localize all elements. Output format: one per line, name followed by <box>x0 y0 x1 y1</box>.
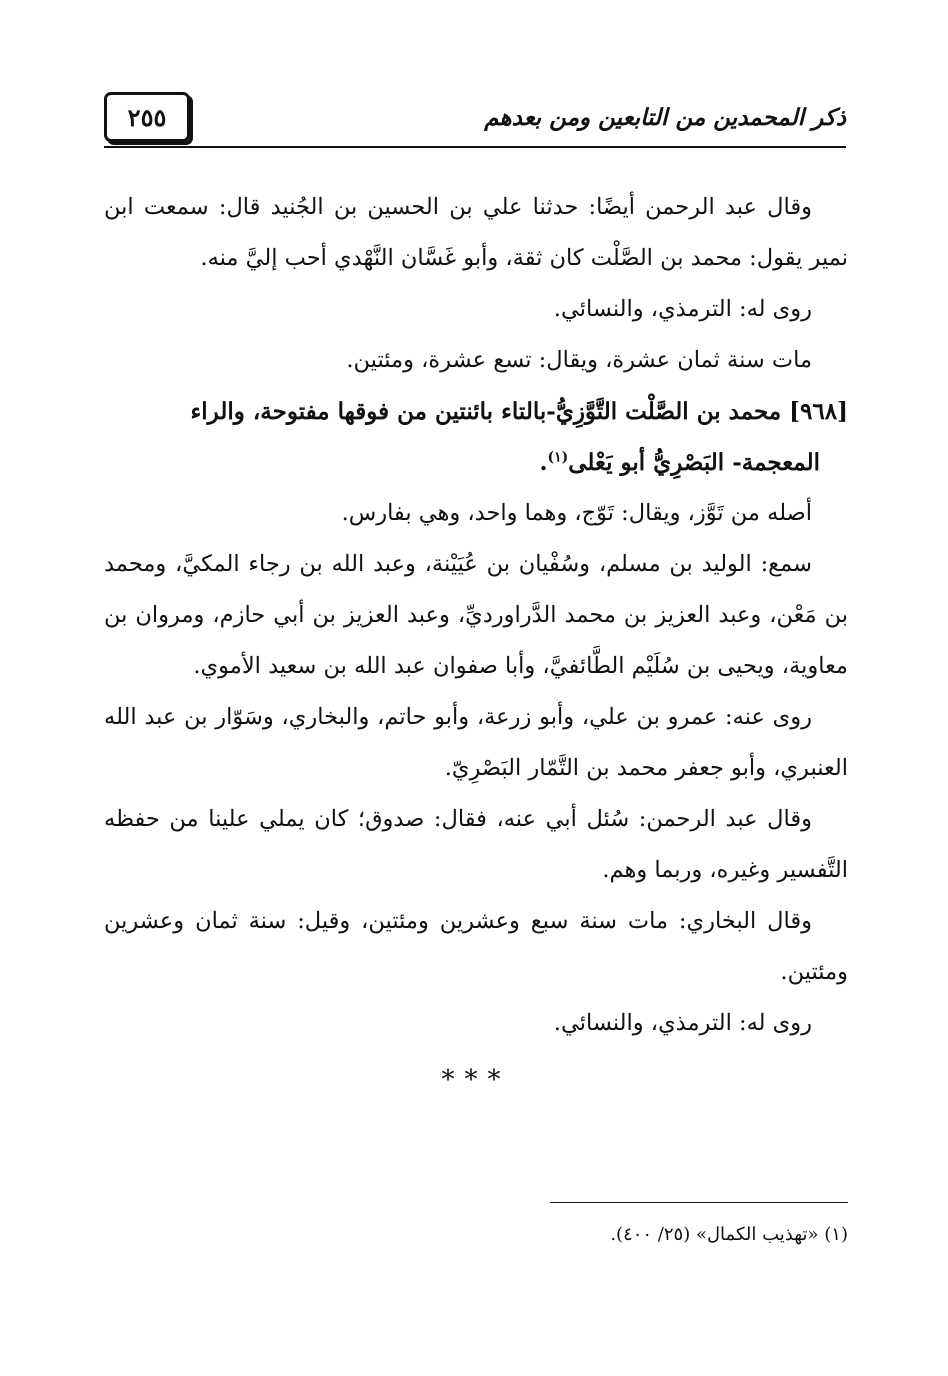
footnote-divider <box>550 1202 848 1203</box>
entry-heading-line1: [٩٦٨] محمد بن الصَّلْت التَّوَّزِيُّ-بالتاء بائنتين من فوقها مفتوحة، والراء <box>190 398 848 425</box>
entry-heading-end: . <box>539 449 548 476</box>
header-divider <box>104 146 846 148</box>
paragraph: روى له: الترمذي، والنسائي. <box>553 1010 812 1036</box>
paragraph: وقال عبد الرحمن أيضًا: حدثنا علي بن الحسين بن الجُنيد قال: سمعت ابن نمير يقول: محمد بن الصَّلْت كان ثقة، وأبو غَسَّان النَّهْدي أحب إليَّ منه. <box>104 194 848 271</box>
paragraph: روى له: الترمذي، والنسائي. <box>553 296 812 322</box>
paragraph: وقال عبد الرحمن: سُئل أبي عنه، فقال: صدوق؛ كان يملي علينا من حفظه التَّفسير وغيره، وربما وهم. <box>104 806 848 883</box>
paragraph: مات سنة ثمان عشرة، ويقال: تسع عشرة، ومئتين. <box>346 347 812 373</box>
footnote: (١) «تهذيب الكمال» (٢٥/ ٤٠٠). <box>610 1224 848 1245</box>
entry-heading-continuation <box>104 437 848 488</box>
running-title: ذكر المحمدين من التابعين ومن بعدهم <box>484 104 846 131</box>
paragraph: أصله من تَوَّز، ويقال: تَوّج، وهما واحد، وهي بفارس. <box>341 500 812 526</box>
entry-heading-line2: المعجمة- البَصْرِيُّ أبو يَعْلى <box>568 449 820 476</box>
footnote-reference[interactable]: (١) <box>547 449 569 466</box>
paragraph: وقال البخاري: مات سنة سبع وعشرين ومئتين، وقيل: سنة ثمان وعشرين ومئتين. <box>104 908 848 985</box>
page-number: ٢٥٥ <box>104 92 190 142</box>
main-text <box>104 182 848 1105</box>
section-break: *** <box>441 1065 511 1095</box>
entry-heading <box>104 386 848 488</box>
paragraph: روى عنه: عمرو بن علي، وأبو زرعة، وأبو حاتم، والبخاري، وسَوّار بن عبد الله العنبري، وأبو جعفر محمد بن التَّمّار البَصْرِيّ. <box>104 704 848 781</box>
paragraph: سمع: الوليد بن مسلم، وسُفْيان بن عُيَيْنة، وعبد الله بن رجاء المكيَّ، ومحمد بن مَعْن، وعبد العزيز بن محمد الدَّراورديِّ، وعبد العزيز بن أبي حازم، ومروان بن معاوية، ويحيى بن سُلَيْم الطَّائفيَّ، وأبا صفوان عبد الله بن سعيد الأموي. <box>104 551 848 679</box>
